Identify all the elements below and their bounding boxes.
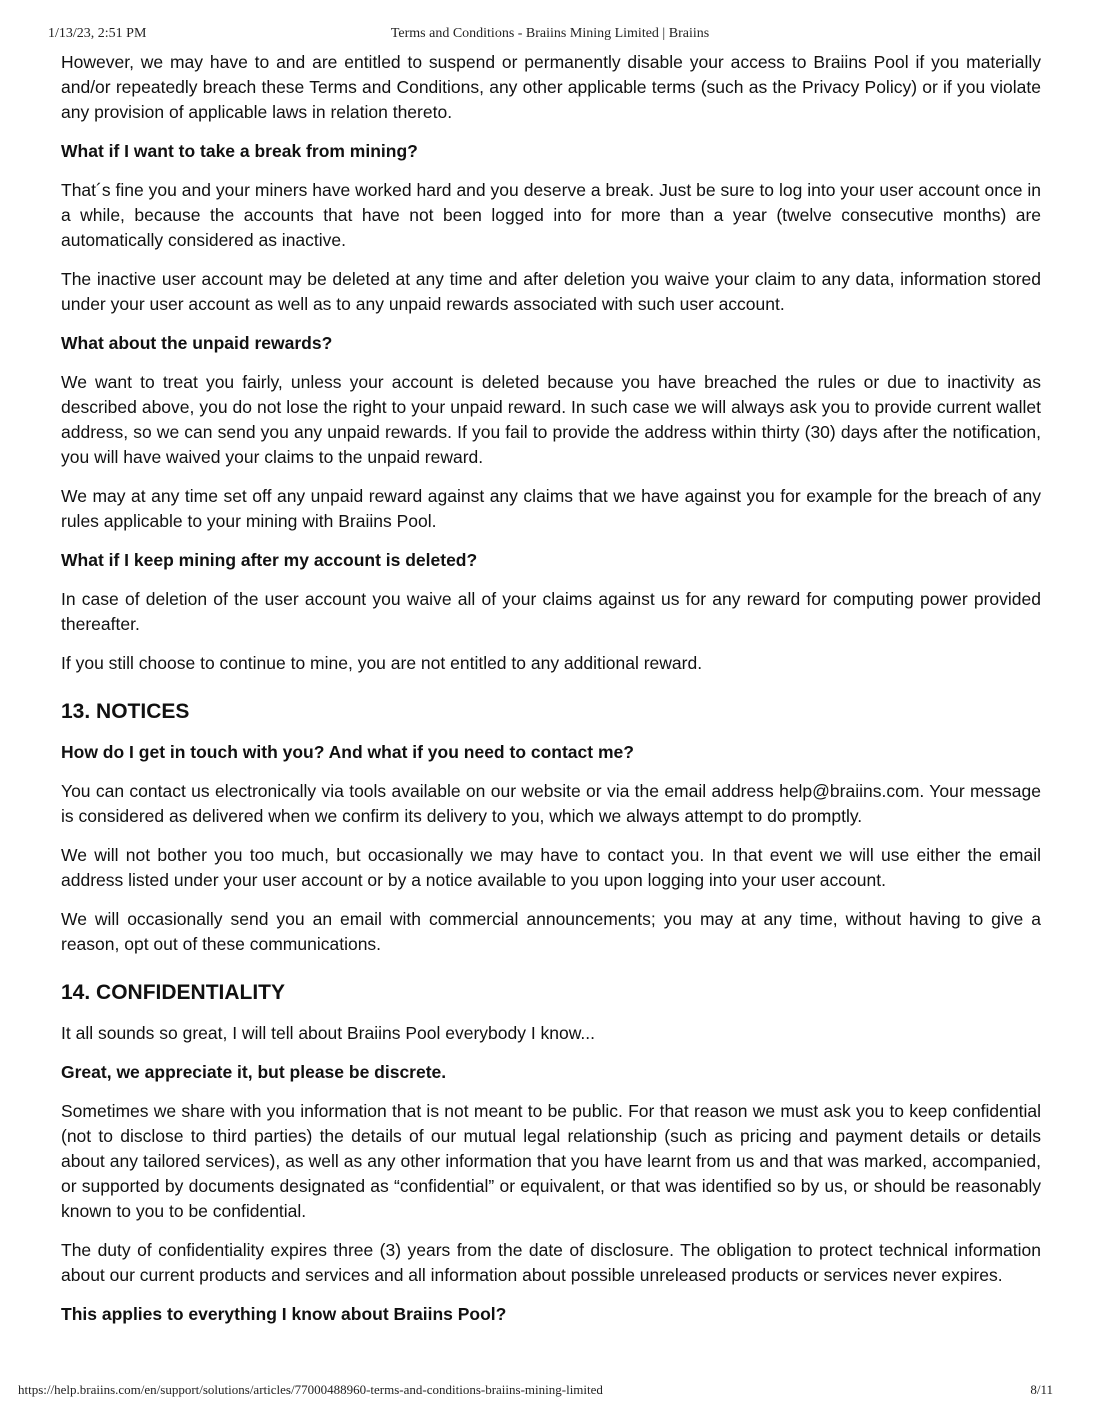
article-body	[61, 50, 1041, 1341]
print-header	[0, 0, 1100, 40]
paragraph-unpaid-1: We want to treat you fairly, unless your account is deleted because you have breached the rules or due to inactivity as described above, you do not lose the right to your unpaid reward. In such case we will always ask you to provide current wallet address, so we can send you any unpaid rewards. If you fail to provide the address within thirty (30) days after the notification, you will have waived your claims to the unpaid reward.	[61, 372, 1041, 467]
question-break: What if I want to take a break from mining?	[61, 141, 418, 161]
question-unpaid-rewards: What about the unpaid rewards?	[61, 333, 333, 353]
paragraph-confidentiality-1: Sometimes we share with you information that is not meant to be public. For that reason we must ask you to keep confidential (not to disclose to third parties) the details of our mutual legal relationship (such as pricing and payment details or details about any tailored services), as well as any other information that you have learnt from us and that was marked, accompanied, or supported by documents designated as “confidential” or equivalent, or that was identified so by us, or should be reasonably known to you to be confidential.	[61, 1101, 1041, 1221]
paragraph-break-2: The inactive user account may be deleted at any time and after deletion you waive your claim to any data, information stored under your user account as well as to any unpaid rewards associated with such user account.	[61, 269, 1041, 314]
paragraph-confidentiality-intro: It all sounds so great, I will tell about Braiins Pool everybody I know...	[61, 1023, 596, 1043]
print-url: https://help.braiins.com/en/support/solutions/articles/77000488960-terms-and-conditions-braiins-mining-limited	[18, 1382, 603, 1397]
question-contact: How do I get in touch with you? And what if you need to contact me?	[61, 742, 634, 762]
paragraph-contact-1: You can contact us electronically via tools available on our website or via the email address help@braiins.com. Your message is considered as delivered when we confirm its delivery to you, which we always attempt to do promptly.	[61, 781, 1041, 826]
paragraph-deleted-1: In case of deletion of the user account you waive all of your claims against us for any reward for computing power provided thereafter.	[61, 589, 1041, 634]
paragraph-suspension: However, we may have to and are entitled to suspend or permanently disable your access to Braiins Pool if you materially and/or repeatedly breach these Terms and Conditions, any other applicable terms (such as the Privacy Policy) or if you violate any provision of applicable laws in relation thereto.	[61, 52, 1041, 122]
question-account-deleted: What if I keep mining after my account is deleted?	[61, 550, 478, 570]
paragraph-break-1: That´s fine you and your miners have worked hard and you deserve a break. Just be sure to log into your user account once in a while, because the accounts that have not been logged into for more than a year (twelve consecutive months) are automatically considered as inactive.	[61, 180, 1041, 250]
paragraph-deleted-2: If you still choose to continue to mine, you are not entitled to any additional reward.	[61, 653, 703, 673]
paragraph-contact-2: We will not bother you too much, but occasionally we may have to contact you. In that event we will use either the email address listed under your user account or by a notice available to you upon logging into your user account.	[61, 845, 1041, 890]
print-page-title: Terms and Conditions - Braiins Mining Limited | Braiins	[390, 26, 710, 41]
print-footer	[0, 1380, 1100, 1410]
paragraph-confidentiality-2: The duty of confidentiality expires three (3) years from the date of disclosure. The obligation to protect technical information about our current products and services and all information about possible unreleased products or services never expires.	[61, 1240, 1041, 1285]
paragraph-contact-3: We will occasionally send you an email with commercial announcements; you may at any time, without having to give a reason, opt out of these communications.	[61, 909, 1041, 954]
section-heading-notices: 13. NOTICES	[61, 700, 190, 723]
print-page-number: 8/11	[1030, 1382, 1053, 1397]
question-applies-everything: This applies to everything I know about Braiins Pool?	[61, 1304, 507, 1324]
print-datetime: 1/13/23, 2:51 PM	[48, 26, 147, 41]
question-discrete: Great, we appreciate it, but please be discrete.	[61, 1062, 447, 1082]
paragraph-unpaid-2: We may at any time set off any unpaid reward against any claims that we have against you for example for the breach of any rules applicable to your mining with Braiins Pool.	[61, 486, 1041, 531]
section-heading-confidentiality: 14. CONFIDENTIALITY	[61, 981, 286, 1004]
